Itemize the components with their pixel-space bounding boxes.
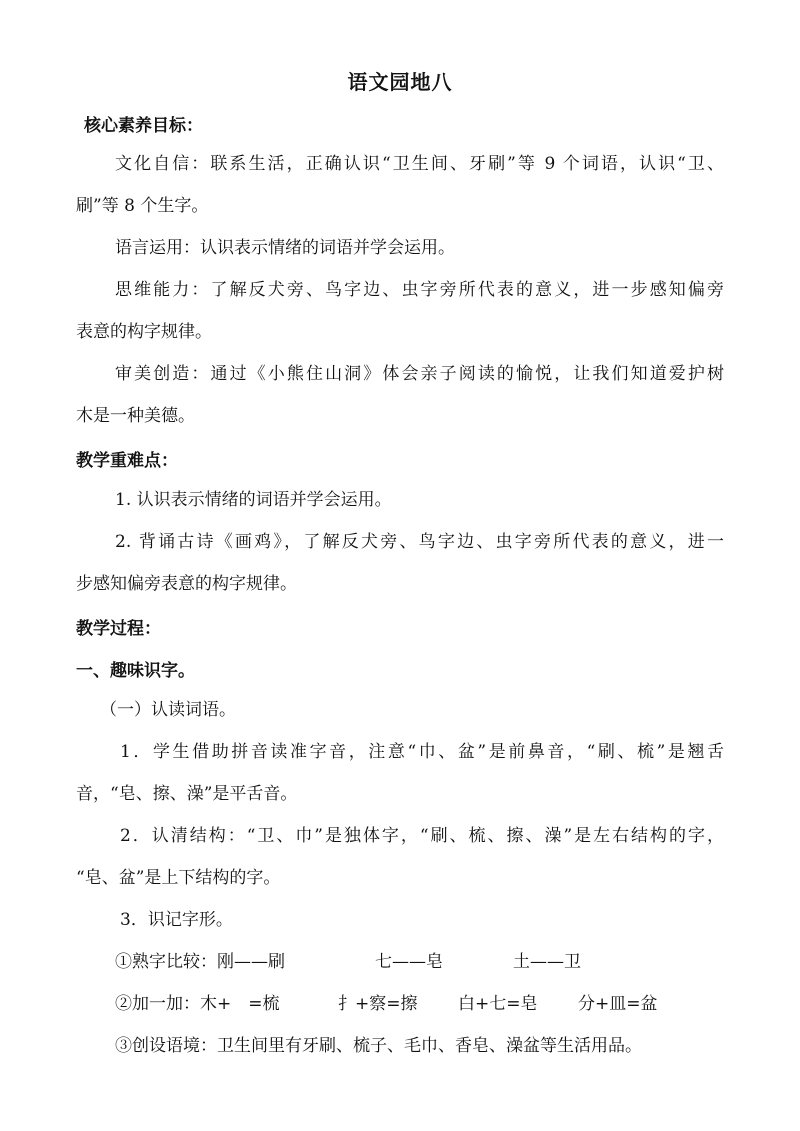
language-paragraph: 语言运用：认识表示情绪的词语并学会运用。 xyxy=(115,238,455,258)
thinking-paragraph-line2: 表意的构字规律。 xyxy=(76,322,212,342)
core-goals-heading: 核心素养目标： xyxy=(84,116,203,136)
aesthetic-paragraph-line2: 木是一种美德。 xyxy=(76,406,195,426)
step2-line2: “皂、盆”是上下结构的字。 xyxy=(76,868,281,888)
culture-paragraph-line2: 刷”等 8 个生字。 xyxy=(76,196,209,216)
key-points-heading: 教学重难点： xyxy=(76,451,178,471)
compare-pair2: 七——皂 xyxy=(375,952,443,972)
add-pair4: 分+皿=盆 xyxy=(578,994,658,1014)
add-pair2: 扌+察=擦 xyxy=(338,994,418,1014)
aesthetic-paragraph-line1: 审美创造：通过《小熊住山洞》体会亲子阅读的愉悦，让我们知道爱护树 xyxy=(115,364,724,384)
add-pair3: 白+七=皂 xyxy=(458,994,538,1014)
culture-paragraph-line1: 文化自信：联系生活，正确认识“卫生间、牙刷”等 9 个词语，认识“卫、 xyxy=(115,154,724,174)
thinking-paragraph-line1: 思维能力：了解反犬旁、鸟字边、虫字旁所代表的意义，进一步感知偏旁 xyxy=(115,280,724,300)
step3-line: 3．识记字形。 xyxy=(120,910,233,930)
step1-line2: 音，“皂、擦、澡”是平舌音。 xyxy=(76,784,298,804)
add-row xyxy=(115,992,724,1016)
step1-line1: 1．学生借助拼音读准字音，注意“巾、盆”是前鼻音，“刷、梳”是翘舌 xyxy=(120,742,724,762)
subsection-read-words: （一）认读词语。 xyxy=(100,700,236,720)
key-point-item2-line2: 步感知偏旁表意的构字规律。 xyxy=(76,574,297,594)
compare-row xyxy=(115,950,724,974)
process-heading: 教学过程： xyxy=(76,619,161,639)
section-heading-fun-literacy: 一、趣味识字。 xyxy=(76,661,195,681)
key-point-item2-line1: 2. 背诵古诗《画鸡》，了解反犬旁、鸟字边、虫字旁所代表的意义，进一 xyxy=(115,532,724,552)
key-point-item1: 1. 认识表示情绪的词语并学会运用。 xyxy=(115,490,392,510)
compare-pair3: 土——卫 xyxy=(513,952,581,972)
step2-line1: 2．认清结构：“卫、巾”是独体字，“刷、梳、擦、澡”是左右结构的字， xyxy=(120,826,724,846)
add-label: ②加一加：木+ =梳 xyxy=(115,994,280,1014)
page-title: 语文园地八 xyxy=(347,70,453,94)
context-line: ③创设语境：卫生间里有牙刷、梳子、毛巾、香皂、澡盆等生活用品。 xyxy=(115,1036,642,1056)
compare-label: ①熟字比较：刚——刷 xyxy=(115,952,285,972)
